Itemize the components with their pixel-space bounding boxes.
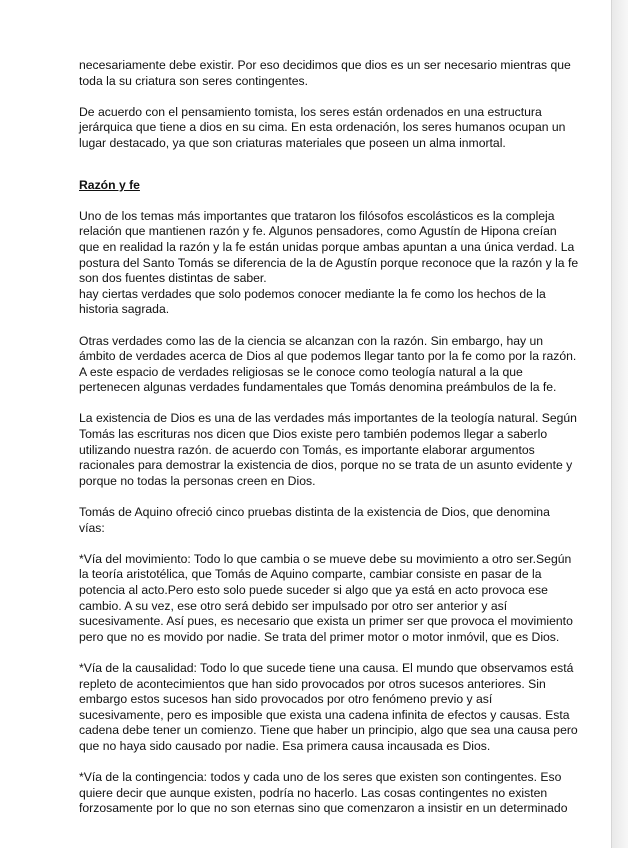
text-line: sucesivamente. Así pues, es necesario que exista un primer ser que provoca el movimiento [79,614,573,629]
text-line: que no haya sido causado por nadie. Esa primera causa incausada es Dios. [79,738,491,753]
text-line: son dos fuentes distintas de saber. [79,271,267,286]
text-line: Tomás de Aquino ofreció cinco pruebas distinta de la existencia de Dios, que denomina [79,505,550,520]
text-line: que en realidad la razón y la fe están unidas porque ambas apuntan a una única verdad. La [79,239,575,254]
paragraph-gap [79,152,599,178]
text-line: Tomás las escrituras nos dicen que Dios existe pero también podemos llegar a saberlo [79,427,548,442]
text-line: potencia al acto.Pero esto solo puede suceder si algo que ya está en acto provoca ese [79,583,548,597]
paragraph-gap [79,489,599,505]
paragraph-gap [79,89,599,105]
paragraph [79,105,599,152]
document-body [79,58,599,817]
text-line: toda la su criatura son seres contingentes. [79,73,308,88]
text-line: relación que mantienen razón y fe. Algunos pensadores, como Agustín de Hipona creían [79,224,557,239]
text-line: pero que no es movido por nadie. Se trata del primer motor o motor inmóvil, que es Dios. [79,629,560,644]
paragraph [79,209,599,318]
section-heading: Razón y fe [79,177,140,192]
text-line: sucesivamente, pero es imposible que exista una cadena infinita de efectos y causas. Esta [79,707,570,722]
text-line: quiere decir que aunque existen, podría no hacerlo. Las cosas contingentes no existen [79,785,548,800]
paragraph [79,770,599,817]
paragraph-gap [79,645,599,661]
text-line: forzosamente por lo que no son eternas sino que comenzaron a insistir en un determinado [79,801,568,816]
text-line: utilizando nuestra razón. de acuerdo con Tomás, es importante elaborar argumentos [79,442,535,457]
text-line: racionales para demostrar la existencia de dios, porque no se trata de un asunto evidente y [79,458,573,473]
text-line: *Vía del movimiento: Todo lo que cambia o se mueve debe su movimiento a otro ser.Según [79,551,572,566]
text-line: lugar destacado, ya que son criaturas materiales que poseen un alma inmortal. [79,135,506,150]
text-line: *Vía de la causalidad: Todo lo que sucede tiene una causa. El mundo que observamos está [79,660,574,675]
paragraph [79,411,599,489]
text-line: cadena debe tener un comienzo. Tiene que haber un principio, algo que sea una causa pero [79,723,578,738]
paragraph-gap [79,396,599,412]
text-line: Otras verdades como las de la ciencia se alcanzan con la razón. Sin embargo, hay un [79,333,544,348]
text-line: ámbito de verdades acerca de Dios al que podemos llegar tanto por la fe como por la razón. [79,349,577,364]
text-line: A este espacio de verdades religiosas se le conoce como teología natural a la que [79,364,523,379]
paragraph-gap [79,536,599,552]
text-line: pertenecen algunas verdades fundamentales que Tomás denomina preámbulos de la fe. [79,380,557,395]
paragraph [79,661,599,755]
text-line: historia sagrada. [79,302,170,317]
paragraph-gap [79,755,599,771]
text-line: vías: [79,520,105,535]
paragraph-gap [79,318,599,334]
paragraph [79,505,599,536]
text-line: necesariamente debe existir. Por eso decidimos que dios es un ser necesario mientras que [79,58,571,72]
paragraph-gap [79,193,599,209]
text-line: la teoría aristotélica, que Tomás de Aquino comparte, cambiar consiste en pasar de la [79,567,542,582]
text-line: *Vía de la contingencia: todos y cada uno de los seres que existen son contingentes. Eso [79,770,562,785]
paragraph [79,552,599,646]
paragraph [79,58,599,89]
text-line: porque no todas la personas creen en Dios. [79,473,316,488]
text-line: hay ciertas verdades que solo podemos conocer mediante la fe como los hechos de la [79,286,546,301]
text-line: Uno de los temas más importantes que trataron los filósofos escolásticos es la compleja [79,208,555,223]
text-line: embargo estos sucesos han sido provocados por otro fenómeno previo y así [79,692,493,707]
text-line: La existencia de Dios es una de las verdades más importantes de la teología natural. Según [79,411,577,426]
text-line: cambio. A su vez, ese otro será debido ser impulsado por otro ser anterior y así [79,598,508,613]
page-edge [612,0,628,848]
text-line: De acuerdo con el pensamiento tomista, los seres están ordenados en una estructura [79,104,542,119]
text-line: repleto de acontecimientos que han sido provocados por otros sucesos anteriores. Sin [79,676,546,691]
text-line: postura del Santo Tomás se diferencia de la de Agustín porque reconoce que la razón y la fe [79,255,579,270]
text-line: jerárquica que tiene a dios en su cima. En esta ordenación, los seres humanos ocupan un [79,120,566,135]
paragraph [79,334,599,396]
